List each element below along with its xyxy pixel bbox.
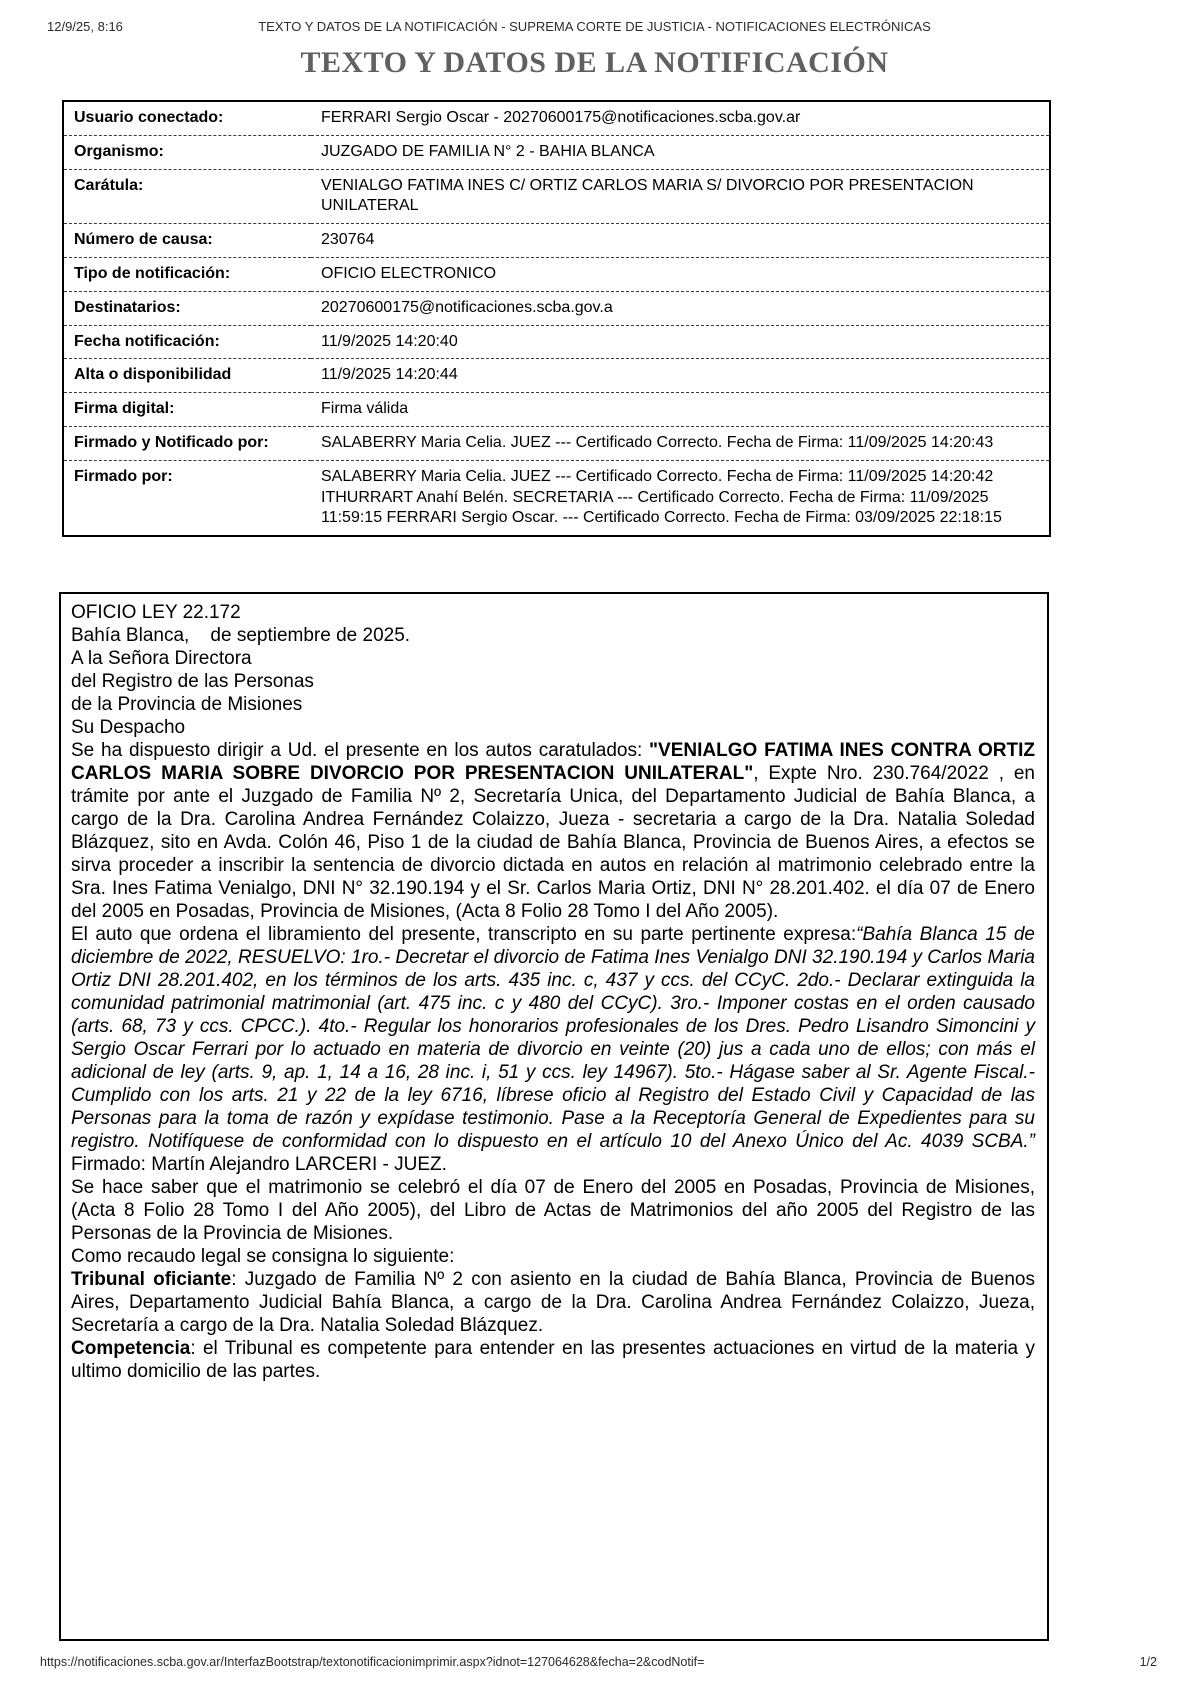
- row-value: 11/9/2025 14:20:44: [311, 359, 1050, 393]
- print-header-title: TEXTO Y DATOS DE LA NOTIFICACIÓN - SUPREMA CORTE DE JUSTICIA - NOTIFICACIONES ELECTRÓNICAS: [258, 19, 931, 34]
- row-label: Carátula:: [63, 169, 311, 224]
- row-value: 230764: [311, 224, 1050, 258]
- row-value: JUZGADO DE FAMILIA N° 2 - BAHIA BLANCA: [311, 135, 1050, 169]
- paragraph-text: Se ha dispuesto dirigir a Ud. el presente en los autos caratulados:: [71, 740, 650, 761]
- row-label: Firmado y Notificado por:: [63, 426, 311, 460]
- row-label: Destinatarios:: [63, 291, 311, 325]
- competencia-label: Competencia: [71, 1338, 191, 1359]
- page-indicator: 1/2: [1139, 1655, 1157, 1669]
- row-value: OFICIO ELECTRONICO: [311, 257, 1050, 291]
- row-label: Firma digital:: [63, 393, 311, 427]
- row-label: Firmado por:: [63, 460, 311, 536]
- paragraph-autos-caratulados: [71, 739, 1035, 923]
- row-value: FERRARI Sergio Oscar - 20270600175@notificaciones.scba.gov.ar: [321, 109, 801, 126]
- table-row-firmado-notificado: [63, 426, 1050, 460]
- body-line-provincia: de la Provincia de Misiones: [71, 694, 303, 715]
- paragraph-recaudo-legal: Como recaudo legal se consigna lo siguiente:: [71, 1246, 455, 1267]
- tribunal-oficiante-label: Tribunal oficiante: [71, 1269, 232, 1290]
- table-row-usuario: [63, 101, 1050, 135]
- paragraph-text: : el Tribunal es competente para entender en las presentes actuaciones en virtud de la materia y ultimo domicilio de las partes.: [71, 1338, 1035, 1382]
- body-line-registro: del Registro de las Personas: [71, 671, 314, 692]
- table-row-tipo-notificacion: [63, 257, 1050, 291]
- paragraph-competencia: [71, 1337, 1035, 1383]
- table-row-fecha-notificacion: [63, 325, 1050, 359]
- caratula-bold-text: "VENIALGO FATIMA INES CONTRA ORTIZ CARLOS MARIA SOBRE DIVORCIO POR PRESENTACION UNILATERAL": [71, 740, 1035, 784]
- resolucion-italic-text: “Bahía Blanca 15 de diciembre de 2022, RESUELVO: 1ro.- Decretar el divorcio de Fatima Ines Venialgo DNI 32.190.194 y Carlos Maria Ortiz DNI 28.201.402, en los términos de los arts. 435 inc. c, 437 y ccs. del CCyC. 2do.- Declarar extinguida la comunidad patrimonial matrimonial (art. 475 inc. c y 480 del CCyC). 3ro.- Imponer costas en el orden causado (arts. 68, 73 y ccs. CPCC.). 4to.- Regular los honorarios profesionales de los Dres. Pedro Lisandro Simoncini y Sergio Oscar Ferrari por lo actuado en materia de divorcio en veinte (20) jus a cada uno de ellos; con más el adicional de ley (arts. 9, ap. 1, 14 a 16, 28 inc. i, 51 y ccs. ley 14967). 5to.- Hágase saber al Sr. Agente Fiscal.- Cumplido con los arts. 21 y 22 de la ley 6716, líbrese oficio al Registro del Estado Civil y Capacidad de las Personas para la toma de razón y expídase testimonio. Pase a la Receptoría General de Expedientes para su registro. Notifíquese de conformidad con lo dispuesto en el artículo 10 del Anexo Único del Ac. 4039 SCBA.”: [71, 924, 1035, 1152]
- row-label: Tipo de notificación:: [63, 257, 311, 291]
- paragraph-se-hace-saber: Se hace saber que el matrimonio se celebró el día 07 de Enero del 2005 en Posadas, Provincia de Misiones, (Acta 8 Folio 28 Tomo I del Año 2005), del Libro de Actas de Matrimonios del año 2005 del Registro de las Personas de la Provincia de Misiones.: [71, 1177, 1035, 1244]
- table-row-alta-disponibilidad: [63, 359, 1050, 393]
- paragraph-text: Firmado: Martín Alejandro LARCERI - JUEZ.: [71, 1154, 447, 1175]
- oficio-body-box: [59, 592, 1049, 1641]
- notification-info-table: [62, 100, 1051, 537]
- row-label: Organismo:: [63, 135, 311, 169]
- paragraph-text: : Juzgado de Familia Nº 2 con asiento en la ciudad de Bahía Blanca, Provincia de Buenos Aires, Departamento Judicial Bahía Blanca, a cargo de la Dra. Carolina Andrea Fernández Colaizzo, Jueza, Secretaría a cargo de la Dra. Natalia Soledad Blázquez.: [71, 1269, 1035, 1336]
- body-line-oficio-ley: OFICIO LEY 22.172: [71, 602, 241, 623]
- table-row-firma-digital: [63, 393, 1050, 427]
- body-line-lugar-fecha: Bahía Blanca, de septiembre de 2025.: [71, 625, 411, 646]
- table-row-firmado-por: [63, 460, 1050, 536]
- print-header: [0, 19, 1189, 34]
- row-value: Firma válida: [311, 393, 1050, 427]
- page-title: TEXTO Y DATOS DE LA NOTIFICACIÓN: [300, 46, 889, 79]
- row-value: 20270600175@notificaciones.scba.gov.a: [311, 291, 1050, 325]
- print-datetime: 12/9/25, 8:16: [47, 19, 123, 34]
- paragraph-text: El auto que ordena el libramiento del presente, transcripto en su parte pertinente expresa:: [71, 924, 857, 945]
- table-row-destinatarios: [63, 291, 1050, 325]
- row-label: Usuario conectado:: [74, 109, 224, 126]
- footer-url: https://notificaciones.scba.gov.ar/InterfazBootstrap/textonotificacionimprimir.aspx?idnot=127064628&fecha=2&codNotif=: [40, 1655, 705, 1669]
- paragraph-text: , Expte Nro. 230.764/2022 , en trámite por ante el Juzgado de Familia Nº 2, Secretaría Unica, del Departamento Judicial de Bahía Blanca, a cargo de la Dra. Carolina Andrea Fernández Colaizzo, Jueza - secretaria a cargo de la Dra. Natalia Soledad Blázquez, sito en Avda. Colón 46, Piso 1 de la ciudad de Bahía Blanca, Provincia de Buenos Aires, a efectos se sirva proceder a inscribir la sentencia de divorcio dictada en autos en relación al matrimonio celebrado entre la Sra. Ines Fatima Venialgo, DNI N° 32.190.194 y el Sr. Carlos Maria Ortiz, DNI N° 28.201.402. el día 07 de Enero del 2005 en Posadas, Provincia de Misiones, (Acta 8 Folio 28 Tomo I del Año 2005).: [71, 763, 1035, 922]
- table-row-organismo: [63, 135, 1050, 169]
- row-label: Fecha notificación:: [63, 325, 311, 359]
- paragraph-auto-transcripto: [71, 923, 1035, 1176]
- row-label: Número de causa:: [63, 224, 311, 258]
- row-value: 11/9/2025 14:20:40: [311, 325, 1050, 359]
- print-footer: [40, 1655, 1157, 1671]
- row-value: SALABERRY Maria Celia. JUEZ --- Certificado Correcto. Fecha de Firma: 11/09/2025 14:20:43: [311, 426, 1050, 460]
- body-line-despacho: Su Despacho: [71, 717, 186, 738]
- row-value: SALABERRY Maria Celia. JUEZ --- Certificado Correcto. Fecha de Firma: 11/09/2025 14:20:42 ITHURRART Anahí Belén. SECRETARIA --- Certificado Correcto. Fecha de Firma: 11/09/2025 11:59:15 FERRARI Sergio Oscar. --- Certificado Correcto. Fecha de Firma: 03/09/2025 22:18:15: [311, 460, 1050, 536]
- row-value: VENIALGO FATIMA INES C/ ORTIZ CARLOS MARIA S/ DIVORCIO POR PRESENTACION UNILATERAL: [311, 169, 1050, 224]
- body-line-destinataria: A la Señora Directora: [71, 648, 252, 669]
- table-row-numero-causa: [63, 224, 1050, 258]
- row-label: Alta o disponibilidad: [63, 359, 311, 393]
- paragraph-tribunal-oficiante: [71, 1268, 1035, 1337]
- table-row-caratula: [63, 169, 1050, 224]
